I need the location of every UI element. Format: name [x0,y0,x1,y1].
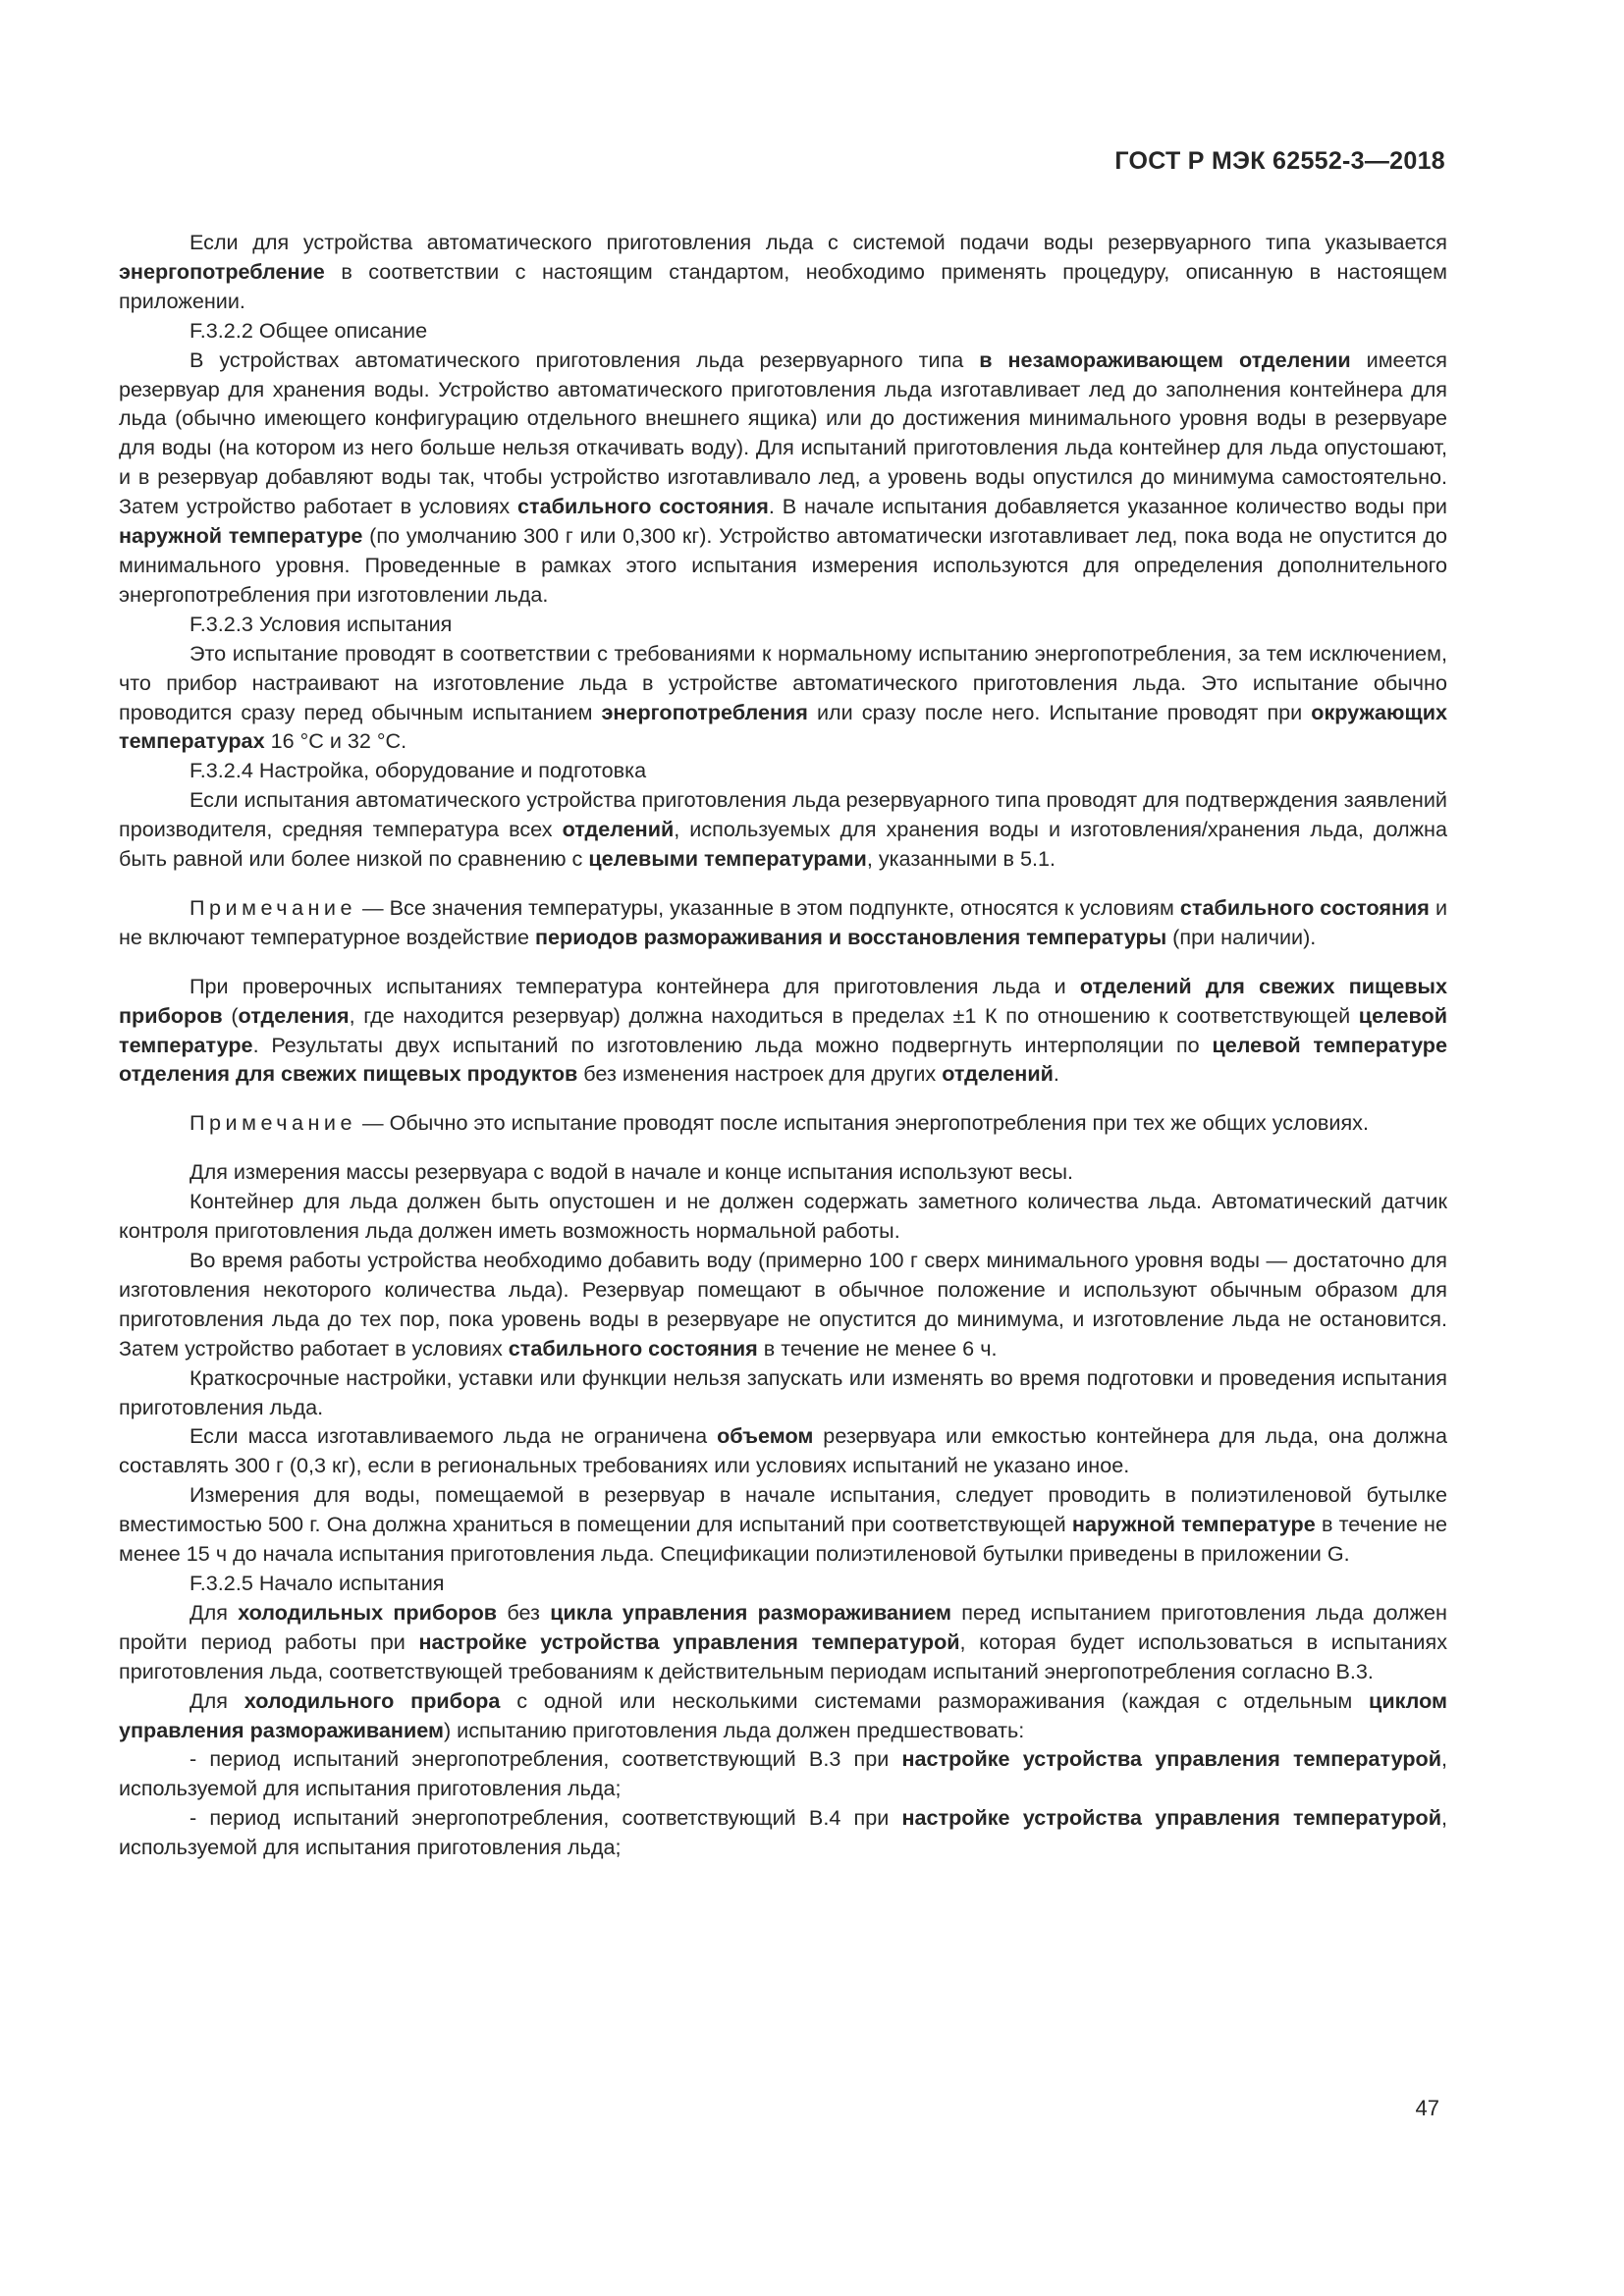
bold-term: настройке устройства управления температурой [901,1805,1442,1831]
paragraph [119,1421,1447,1480]
text-run: (по умолчанию 300 г или 0,300 кг). Устройство автоматически изготавливает лед, пока вода не опустится до минимального уровня. Проведенные в рамках этого испытания измерения используются для определения дополнительного энергопотребления при изготовлении льда. [119,523,1447,607]
bold-term: стабильного состояния [508,1335,758,1361]
bold-term: в незамораживающем отделении [979,347,1351,372]
text-run: без изменения настроек для других [577,1061,943,1087]
bold-term: целевой температуре [119,1002,1447,1057]
text-run: , используемых для хранения воды и изготовления/хранения льда, должна быть равной или более низкой по сравнению с [119,817,1447,872]
paragraph [119,228,1447,316]
paragraph [119,785,1447,874]
text-run: или сразу после него. Испытание проводят при [807,699,1312,724]
text-run: Если для устройства автоматического приготовления льда с системой подачи воды резервуарного типа указывается [189,230,1447,254]
paragraph [119,1246,1447,1363]
document-code-header: ГОСТ Р МЭК 62552-3—2018 [1114,147,1445,175]
bold-term: настройке устройства управления температурой [901,1746,1442,1772]
text-run: Это испытание проводят в соответствии с требованиями к нормальному испытанию энергопотребления, за тем исключением, что прибор настраивают на изготовление льда в устройстве автоматического приготовления льда. Это испытание обычно проводится сразу перед обычным испытанием [119,640,1447,724]
paragraph [119,1569,1447,1598]
paragraph [119,1598,1447,1686]
paragraph [119,316,1447,346]
text-run: Во время работы устройства необходимо добавить воду (примерно 100 г сверх минимального уровня воды — достаточно для изготовления некоторого количества льда). Резервуар помещают в обычное положение и используют обычным образом для приготовления льда до тех пор, пока уровень воды в резервуаре не опустится до минимума, и изготовление льда не остановится. Затем устройство работает в условиях [119,1248,1447,1361]
bold-term: отделений [562,817,675,842]
bold-term: окружающих температурах [119,699,1447,754]
paragraph [119,756,1447,785]
document-body [119,228,1447,1862]
paragraph [119,972,1447,1090]
text-run: имеется резервуар для хранения воды. Устройство автоматического приготовления льда изготавливает лед до заполнения контейнера для льда (обычно имеющего конфигурацию отдельного внешнего ящика) или до достижения минимального уровня воды в резервуаре для воды (на котором из него больше нельзя откачивать воду). Для испытаний приготовления льда контейнер для льда опустошают, и в резервуар добавляют воды так, чтобы устройство изготавливало лед, а уровень воды опустился до минимума самостоятельно. Затем устройство работает в условиях [119,347,1447,519]
text-run: Измерения для воды, помещаемой в резервуар в начале испытания, следует проводить в полиэтиленовой бутылке вместимостью 500 г. Она должна храниться в помещении для испытаний при соответствующей [119,1482,1447,1537]
text-run: Если испытания автоматического устройства приготовления льда резервуарного типа проводят для подтверждения заявлений производителя, средняя температура всех [119,787,1447,842]
text-run: с одной или несколькими системами размораживания (каждая с отдельным [500,1687,1370,1713]
page-number: 47 [1415,2096,1439,2120]
paragraph [119,1157,1447,1187]
bold-term: целевой температуре отделения для свежих пищевых продуктов [119,1032,1447,1087]
text-run: . В начале испытания добавляется указанное количество воды при [768,494,1447,519]
note-label: Примечание [189,894,356,920]
text-run: В устройствах автоматического приготовления льда резервуарного типа [189,347,980,372]
paragraph [119,893,1447,952]
text-run: , используемой для испытания приготовления льда; [119,1746,1448,1801]
text-run: перед испытанием приготовления льда должен пройти период работы при [119,1599,1447,1654]
text-run: F.3.2.2 Общее описание [189,317,428,343]
text-run: ) испытанию приготовления льда должен предшествовать: [443,1717,1025,1742]
paragraph [119,639,1447,757]
text-run: . Результаты двух испытаний по изготовлению льда можно подвергнуть интерполяции по [252,1032,1213,1057]
text-run: Для измерения массы резервуара с водой в начале и конце испытания используют весы. [189,1159,1074,1185]
bold-term: отделений [942,1061,1054,1087]
text-run: , где находится резервуар) должна находиться в пределах ±1 К по отношению к соответствующей [349,1002,1359,1028]
text-run: При проверочных испытаниях температура контейнера для приготовления льда и [189,973,1080,998]
bold-term: энергопотребления [601,699,808,724]
text-run: , указанными в 5.1. [866,846,1056,872]
paragraph [119,1187,1447,1246]
text-run: F.3.2.4 Настройка, оборудование и подготовка [189,758,647,783]
text-run: 16 °С и 32 °С. [264,728,407,754]
note-label: Примечание [189,1110,356,1136]
text-run: (при наличии). [1166,924,1317,949]
text-run: и не включают температурное воздействие [119,894,1448,949]
paragraph [119,1744,1447,1803]
text-run: F.3.2.3 Условия испытания [189,611,453,636]
text-run: Краткосрочные настройки, уставки или функции нельзя запускать или изменять во время подготовки и проведения испытания приготовления льда. [119,1364,1447,1419]
bold-term: стабильного состояния [1179,894,1430,920]
bold-term: отделения [238,1002,350,1028]
bold-term: холодильного прибора [244,1687,501,1713]
bold-term: стабильного состояния [517,494,769,519]
bold-term: цикла управления размораживанием [550,1599,952,1625]
bold-term: периодов размораживания и восстановления температуры [535,924,1167,949]
text-run: ( [222,1002,239,1028]
text-run: Если масса изготавливаемого льда не ограничена [189,1423,718,1449]
bold-term: холодильных приборов [238,1599,498,1625]
paragraph [119,1686,1447,1745]
text-run: Контейнер для льда должен быть опустошен и не должен содержать заметного количества льда. Автоматический датчик контроля приготовления льда должен иметь возможность нормальной работы. [119,1189,1447,1244]
paragraph [119,1108,1447,1138]
bold-term: объемом [717,1423,814,1449]
paragraph [119,346,1447,610]
paragraph [119,1803,1447,1862]
text-run: . [1053,1061,1059,1087]
text-run: — Обычно это испытание проводят после испытания энергопотребления при тех же общих условиях. [356,1110,1369,1136]
bold-term: наружной температуре [1071,1512,1316,1537]
paragraph [119,610,1447,639]
text-run: - период испытаний энергопотребления, соответствующий В.3 при [189,1746,902,1772]
text-run: F.3.2.5 Начало испытания [189,1570,445,1595]
text-run: Для [189,1599,239,1625]
text-run: — Все значения температуры, указанные в этом подпункте, относятся к условиям [356,894,1180,920]
bold-term: энергопотребление [119,258,325,284]
bold-term: циклом управления размораживанием [119,1687,1447,1742]
text-run: в течение не менее 6 ч. [757,1335,998,1361]
text-run: , которая будет использоваться в испытаниях приготовления льда, соответствующей требованиям к действительным периодам испытаний энергопотребления согласно В.3. [119,1629,1447,1683]
bold-term: отделений для свежих пищевых приборов [119,973,1447,1028]
text-run: в течение не менее 15 ч до начала испытания приготовления льда. Спецификации полиэтиленовой бутылки приведены в приложении G. [119,1512,1447,1567]
text-run: - период испытаний энергопотребления, соответствующий В.4 при [189,1805,902,1831]
bold-term: целевыми температурами [588,846,867,872]
text-run: , используемой для испытания приготовления льда; [119,1805,1448,1860]
text-run: в соответствии с настоящим стандартом, необходимо применять процедуру, описанную в настоящем приложении. [119,258,1447,313]
text-run: Для [189,1687,244,1713]
paragraph [119,1480,1447,1569]
bold-term: наружной температуре [119,523,363,549]
text-run: без [497,1599,551,1625]
text-run: резервуара или емкостью контейнера для льда, она должна составлять 300 г (0,3 кг), если в региональных требованиях или условиях испытаний не указано иное. [119,1423,1447,1478]
bold-term: настройке устройства управления температурой [418,1629,960,1654]
paragraph [119,1363,1447,1422]
